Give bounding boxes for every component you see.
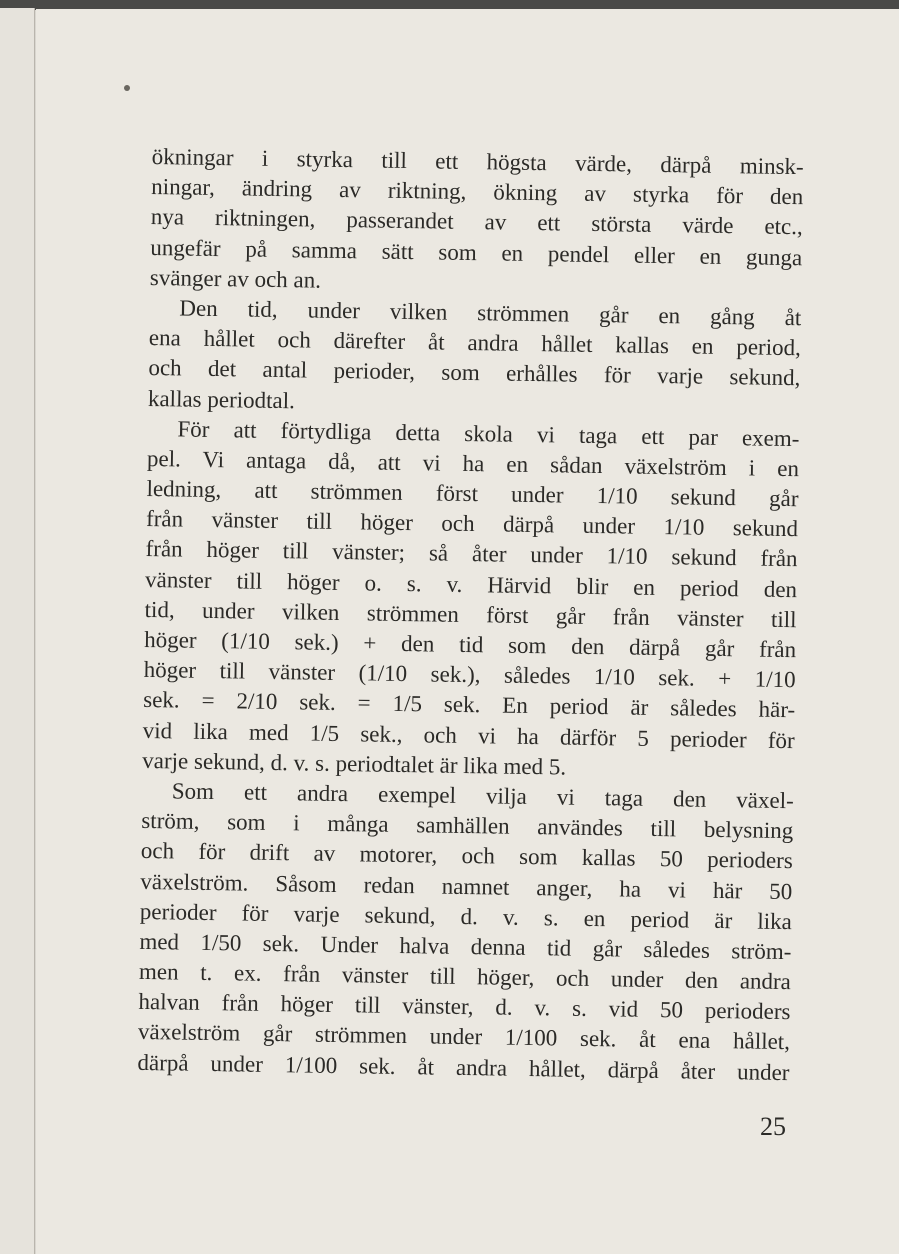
text-line: ström, som i många samhällen användes till belysning [141, 808, 794, 844]
paragraph-start-line: Den tid, under vilken strömmen går en gång åt [179, 295, 802, 331]
text-line: och för drift av motorer, och som kallas 50 perioders [140, 838, 793, 874]
text-line: höger till vänster (1/10 sek.), således 1/10 sek. + 1/10 [143, 657, 796, 693]
text-line: ena hållet och därefter åt andra hållet kallas en period, [148, 325, 802, 361]
text-line: växelström går strömmen under 1/100 sek. åt ena hållet, [137, 1019, 791, 1055]
text-line: med 1/50 sek. Under halva denna tid går således ström- [139, 928, 792, 965]
text-line: pel. Vi antaga då, att vi ha en sådan växelström i en [146, 445, 800, 482]
text-line: varje sekund, d. v. s. periodtalet är lika med 5. [142, 747, 567, 780]
paragraph-start-line: För att förtydliga detta skola vi taga ett par exem- [177, 416, 800, 451]
text-line: perioder för varje sekund, d. v. s. en period är lika [139, 898, 793, 934]
text-line: sek. = 2/10 sek. = 1/5 sek. En period är således här- [143, 687, 796, 723]
text-line: växelström. Såsom redan namnet anger, ha vi här 50 [140, 868, 793, 904]
text-line: vid lika med 1/5 sek., och vi ha därför 5 perioder för [142, 717, 795, 753]
text-line: nya riktningen, passerandet av ett största värde etc., [150, 204, 803, 240]
paragraph-start-line: Som ett andra exempel vilja vi taga den växel- [171, 778, 794, 814]
text-line: från vänster till höger och därpå under 1/10 sekund [145, 506, 799, 542]
text-line: från höger till vänster; så åter under 1/10 sekund från [145, 536, 798, 572]
text-line: höger (1/10 sek.) + den tid som den därpå går från [143, 626, 797, 663]
text-line: ungefär på samma sätt som en pendel eller en gunga [150, 234, 803, 270]
page-number: 25 [760, 1112, 786, 1141]
text-line: men t. ex. från vänster till höger, och under den andra [138, 958, 792, 995]
page-mark-dot [124, 85, 130, 91]
text-line: ningar, ändring av riktning, ökning av styrka för den [151, 174, 804, 210]
text-line: därpå under 1/100 sek. åt andra hållet, därpå åter under [137, 1049, 790, 1085]
body-text [137, 142, 804, 1088]
text-line: ledning, att strömmen först under 1/10 sekund går [146, 476, 799, 512]
text-line: kallas periodtal. [147, 385, 296, 413]
text-line: svänger av och an. [149, 264, 322, 293]
text-line: halvan från höger till vänster, d. v. s. vid 50 perioders [138, 989, 791, 1025]
text-line: och det antal perioder, som erhålles för varje sekund, [148, 355, 801, 391]
text-line: tid, under vilken strömmen först går från vänster till [144, 596, 797, 632]
text-line: ökningar i styrka till ett högsta värde, därpå minsk- [151, 143, 804, 180]
text-line: vänster till höger o. s. v. Härvid blir en period den [144, 566, 798, 602]
facing-page-edge [0, 8, 35, 1254]
